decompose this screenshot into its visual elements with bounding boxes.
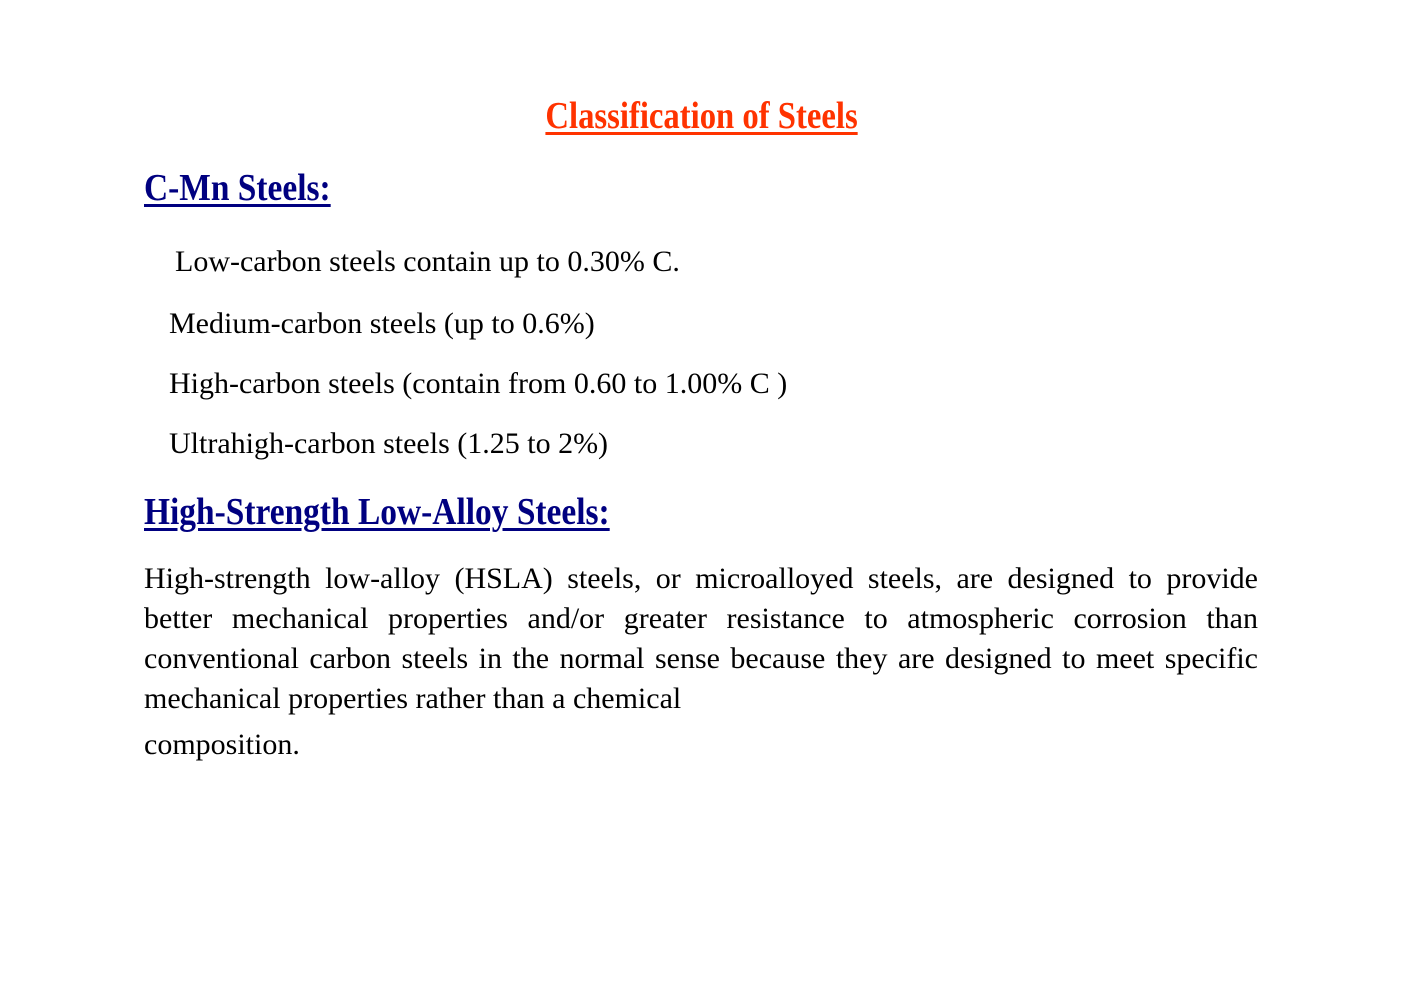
list-item: Ultrahigh-carbon steels (1.25 to 2%) xyxy=(169,427,609,460)
hsla-paragraph-text: High-strength low-alloy (HSLA) steels, or microalloyed steels, are designed to provide better mechanical properties and/or greater resistance to atmospheric corrosion than conventional carbon steels in the normal sense because they are designed to meet specific mechanical properties rather than a chemical xyxy=(144,562,1258,715)
section-heading-c-mn: C-Mn Steels: xyxy=(144,167,331,209)
list-item: High-carbon steels (contain from 0.60 to 1.00% C ) xyxy=(169,367,788,400)
list-item: Medium-carbon steels (up to 0.6%) xyxy=(169,307,595,340)
hsla-paragraph xyxy=(144,559,1258,765)
section-heading-hsla: High-Strength Low-Alloy Steels: xyxy=(144,491,610,533)
page-title: Classification of Steels xyxy=(545,95,858,137)
page-title-wrap xyxy=(0,94,1403,138)
list-item: Low-carbon steels contain up to 0.30% C. xyxy=(175,245,680,278)
hsla-paragraph-end: composition. xyxy=(144,728,300,761)
